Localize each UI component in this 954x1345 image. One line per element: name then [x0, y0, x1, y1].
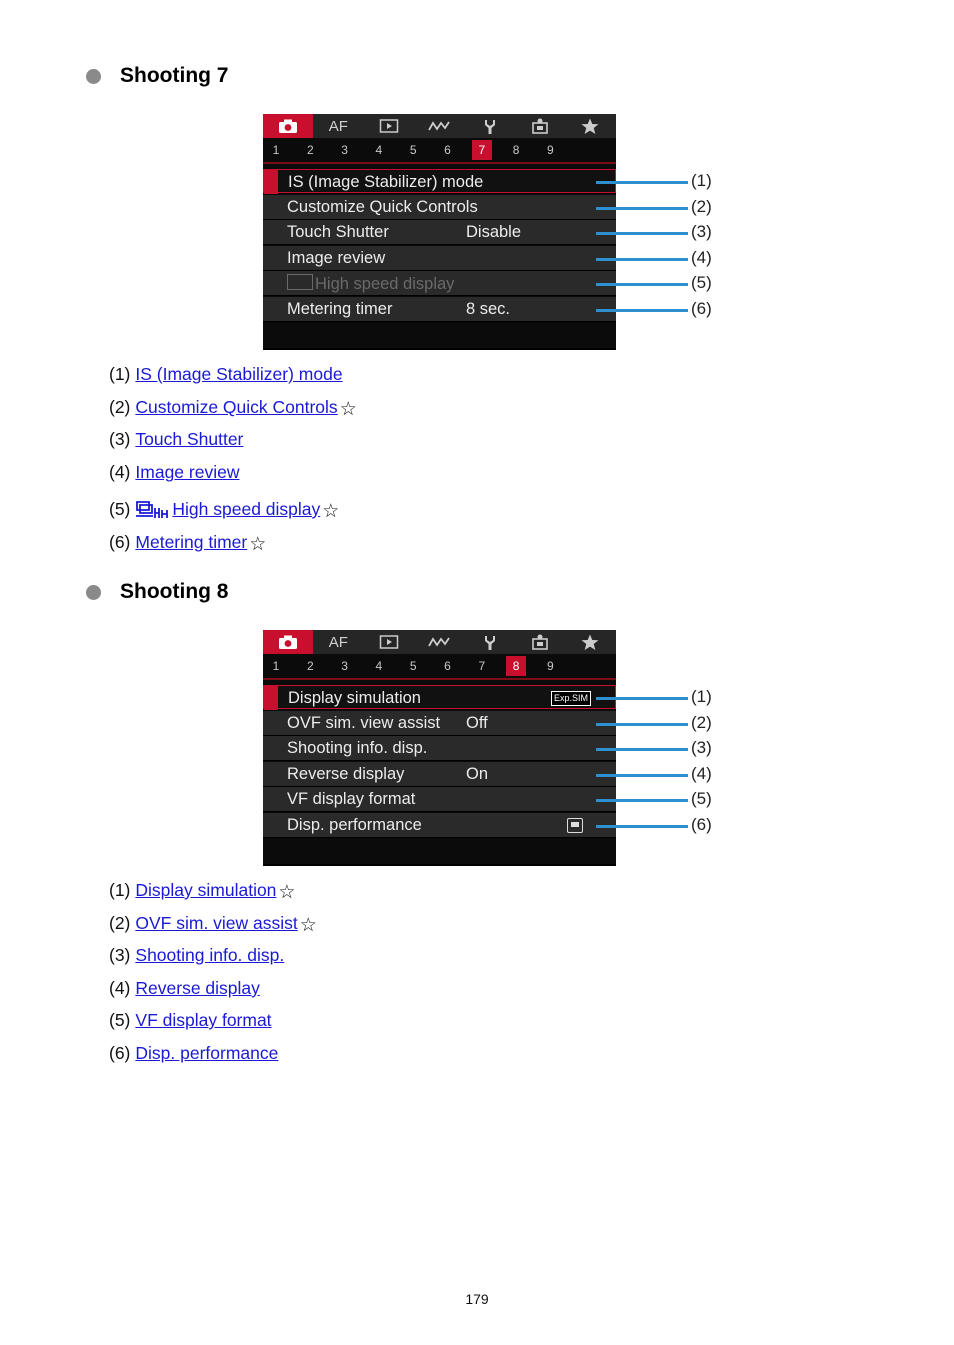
menu-row-value: Off — [466, 713, 488, 732]
section-heading-shooting-7 — [86, 64, 229, 88]
list-item — [109, 879, 295, 902]
menu-row-label: Metering timer — [287, 300, 393, 318]
callout-line — [596, 232, 688, 235]
bullet-icon — [86, 69, 101, 84]
menu-page-numbers — [263, 654, 616, 680]
list-item-number: (4) — [109, 462, 131, 482]
list-item-link[interactable]: Display simulation — [135, 880, 277, 900]
list-item — [109, 462, 239, 483]
list-item-link[interactable]: Metering timer — [135, 532, 248, 552]
callout-line — [596, 207, 688, 210]
menu-row[interactable] — [263, 711, 616, 736]
menu-page-number[interactable]: 5 — [409, 143, 417, 157]
wrench-icon — [479, 633, 501, 651]
callout-line — [596, 309, 688, 312]
callout-label: (4) — [691, 247, 712, 267]
menu-tab-af[interactable]: AF — [328, 117, 348, 135]
menu-row[interactable] — [263, 220, 616, 245]
list-item-number: (5) — [109, 1010, 131, 1030]
menu-page-number[interactable]: 4 — [375, 143, 383, 157]
menu-row[interactable] — [263, 246, 616, 271]
menu-page-number[interactable]: 9 — [547, 659, 554, 673]
callout-line — [596, 774, 688, 777]
camera-icon — [277, 117, 299, 135]
camera-menu-screen-shooting-7 — [263, 114, 616, 350]
menu-tab-af[interactable]: AF — [328, 633, 348, 651]
bullet-icon — [86, 585, 101, 600]
camera-menu-screen-shooting-8 — [263, 630, 616, 866]
menu-tab-custom-icon[interactable] — [515, 114, 565, 138]
callout-line — [596, 258, 688, 261]
menu-page-numbers — [263, 138, 616, 164]
callout-line — [596, 181, 688, 184]
section-title: Shooting 7 — [120, 64, 229, 87]
menu-row[interactable] — [263, 787, 616, 812]
menu-tab-bar — [263, 630, 616, 654]
menu-row-label: IS (Image Stabilizer) mode — [288, 173, 484, 191]
menu-row[interactable] — [263, 736, 616, 761]
list-item-link-text: High speed display — [172, 498, 321, 519]
menu-page-number[interactable]: 1 — [272, 659, 280, 673]
callout-label: (1) — [691, 171, 712, 190]
list-item — [109, 912, 317, 935]
section-heading-shooting-8 — [86, 580, 229, 604]
menu-tab-camera-icon[interactable] — [263, 114, 313, 138]
menu-page-number[interactable]: 5 — [409, 659, 417, 673]
menu-page-number[interactable]: 6 — [444, 143, 451, 157]
menu-row-label: VF display format — [287, 790, 416, 809]
playback-icon — [378, 117, 400, 135]
list-item — [109, 1043, 278, 1064]
star-icon: ☆ — [322, 501, 340, 522]
list-item — [109, 498, 339, 521]
menu-row-label: OVF sim. view assist — [287, 713, 441, 732]
list-item-link[interactable]: IS (Image Stabilizer) mode — [135, 364, 343, 384]
list-item — [109, 396, 357, 419]
list-item — [109, 945, 284, 966]
menu-page-number[interactable]: 8 — [506, 656, 526, 676]
callout-line — [596, 697, 688, 700]
menu-row-value: 8 sec. — [466, 300, 511, 318]
callout-label: (2) — [691, 712, 712, 732]
menu-page-number[interactable]: 2 — [306, 659, 314, 673]
star-icon — [579, 117, 601, 135]
performance-icon — [567, 818, 583, 833]
menu-row-value: On — [466, 764, 489, 783]
callout-label: (4) — [691, 763, 712, 783]
callout-line — [596, 283, 688, 286]
list-item — [109, 1010, 272, 1031]
wireless-icon — [428, 633, 450, 651]
menu-row[interactable] — [263, 195, 616, 220]
camera-icon — [277, 633, 299, 651]
list-item-link[interactable]: Customize Quick Controls — [135, 397, 338, 417]
list-item-link[interactable]: Disp. performance — [135, 1043, 279, 1063]
star-icon: ☆ — [339, 399, 357, 420]
high-speed-display-icon — [135, 500, 171, 520]
menu-row-label: Shooting info. disp. — [287, 739, 428, 758]
selection-marker — [264, 170, 278, 194]
callout-label: (6) — [691, 299, 712, 318]
exposure-simulation-badge: Exp.SIM — [551, 691, 591, 706]
list-item-link[interactable]: OVF sim. view assist — [135, 913, 298, 933]
star-icon: ☆ — [249, 534, 267, 555]
callout-label: (6) — [691, 815, 712, 834]
menu-row[interactable] — [263, 813, 616, 838]
menu-tab-camera-icon[interactable] — [263, 630, 313, 654]
list-item-number: (6) — [109, 1043, 131, 1063]
menu-tab-playback-icon[interactable] — [364, 630, 414, 654]
menu-row[interactable] — [263, 762, 616, 787]
page-number: 179 — [465, 1291, 489, 1307]
list-item-link[interactable]: VF display format — [135, 1010, 272, 1030]
menu-tab-bar — [263, 114, 616, 138]
menu-page-number[interactable]: 3 — [341, 143, 348, 157]
custom-icon — [529, 633, 551, 651]
menu-row-value: Disable — [466, 223, 522, 242]
menu-page-number[interactable]: 6 — [444, 659, 451, 673]
menu-row[interactable] — [263, 297, 616, 322]
list-item-number: (4) — [109, 978, 131, 998]
list-item-number: (1) — [109, 364, 131, 384]
list-item-number: (6) — [109, 532, 131, 552]
list-item-number: (5) — [109, 499, 131, 519]
menu-row-label: Touch Shutter — [287, 223, 389, 242]
menu-row-label: Disp. performance — [287, 816, 422, 834]
menu-page-number[interactable]: 9 — [547, 143, 554, 157]
menu-row[interactable] — [263, 169, 616, 193]
star-icon: ☆ — [299, 915, 317, 936]
list-item — [109, 364, 343, 385]
callout-line — [596, 723, 688, 726]
list-item — [109, 531, 266, 554]
menu-tab-wireless-icon[interactable] — [414, 630, 464, 654]
list-item — [109, 978, 260, 999]
callout-line — [596, 799, 688, 802]
list-item-link[interactable]: Touch Shutter — [135, 429, 244, 449]
menu-row-label-text: High speed display — [315, 275, 455, 294]
menu-page-number[interactable]: 2 — [306, 143, 314, 157]
list-item-link[interactable]: Shooting info. disp. — [135, 945, 285, 965]
list-item-link[interactable]: Image review — [135, 462, 240, 482]
playback-icon — [378, 633, 400, 651]
menu-page-number[interactable]: 1 — [272, 143, 280, 157]
star-icon: ☆ — [278, 882, 296, 903]
menu-row-label: Customize Quick Controls — [287, 197, 478, 216]
menu-tab-wrench-icon[interactable] — [465, 630, 515, 654]
list-item-number: (3) — [109, 945, 131, 965]
star-icon — [579, 633, 601, 651]
section-title: Shooting 8 — [120, 580, 229, 603]
custom-icon — [529, 117, 551, 135]
menu-page-number[interactable]: 8 — [512, 143, 520, 157]
screen-bottom-edge — [263, 864, 616, 866]
list-item-link[interactable]: Reverse display — [135, 978, 260, 998]
menu-row[interactable] — [263, 685, 616, 709]
menu-tab-star-icon[interactable] — [565, 630, 615, 654]
menu-page-number[interactable]: 3 — [341, 659, 348, 673]
menu-page-number[interactable]: 4 — [375, 659, 383, 673]
menu-tab-star-icon[interactable] — [565, 114, 615, 138]
callout-line — [596, 825, 688, 828]
menu-tab-custom-icon[interactable] — [515, 630, 565, 654]
list-item-link[interactable] — [135, 499, 320, 520]
menu-tab-wrench-icon[interactable] — [465, 114, 515, 138]
wrench-icon — [479, 117, 501, 135]
menu-tab-wireless-icon[interactable] — [414, 114, 464, 138]
callout-label: (3) — [691, 738, 712, 758]
menu-tab-playback-icon[interactable] — [364, 114, 414, 138]
menu-row[interactable] — [263, 271, 616, 296]
callout-line — [596, 748, 688, 751]
high-speed-display-icon — [287, 274, 313, 290]
callout-label: (5) — [691, 789, 712, 809]
menu-row-label — [287, 274, 454, 294]
list-item-number: (2) — [109, 397, 131, 417]
list-item — [109, 429, 243, 450]
menu-page-number[interactable]: 7 — [478, 659, 486, 673]
list-item-number: (2) — [109, 913, 131, 933]
wireless-icon — [428, 117, 450, 135]
callout-label: (1) — [691, 687, 712, 706]
menu-row-label: Image review — [287, 248, 386, 267]
list-item-number: (1) — [109, 880, 131, 900]
selection-marker — [264, 686, 278, 710]
callout-label: (2) — [691, 196, 712, 216]
callout-label: (3) — [691, 222, 712, 242]
screen-bottom-edge — [263, 348, 616, 350]
menu-row-label: Display simulation — [288, 689, 421, 707]
menu-row-label: Reverse display — [287, 764, 405, 783]
callout-label: (5) — [691, 273, 712, 293]
menu-page-number[interactable]: 7 — [472, 140, 492, 160]
list-item-number: (3) — [109, 429, 131, 449]
